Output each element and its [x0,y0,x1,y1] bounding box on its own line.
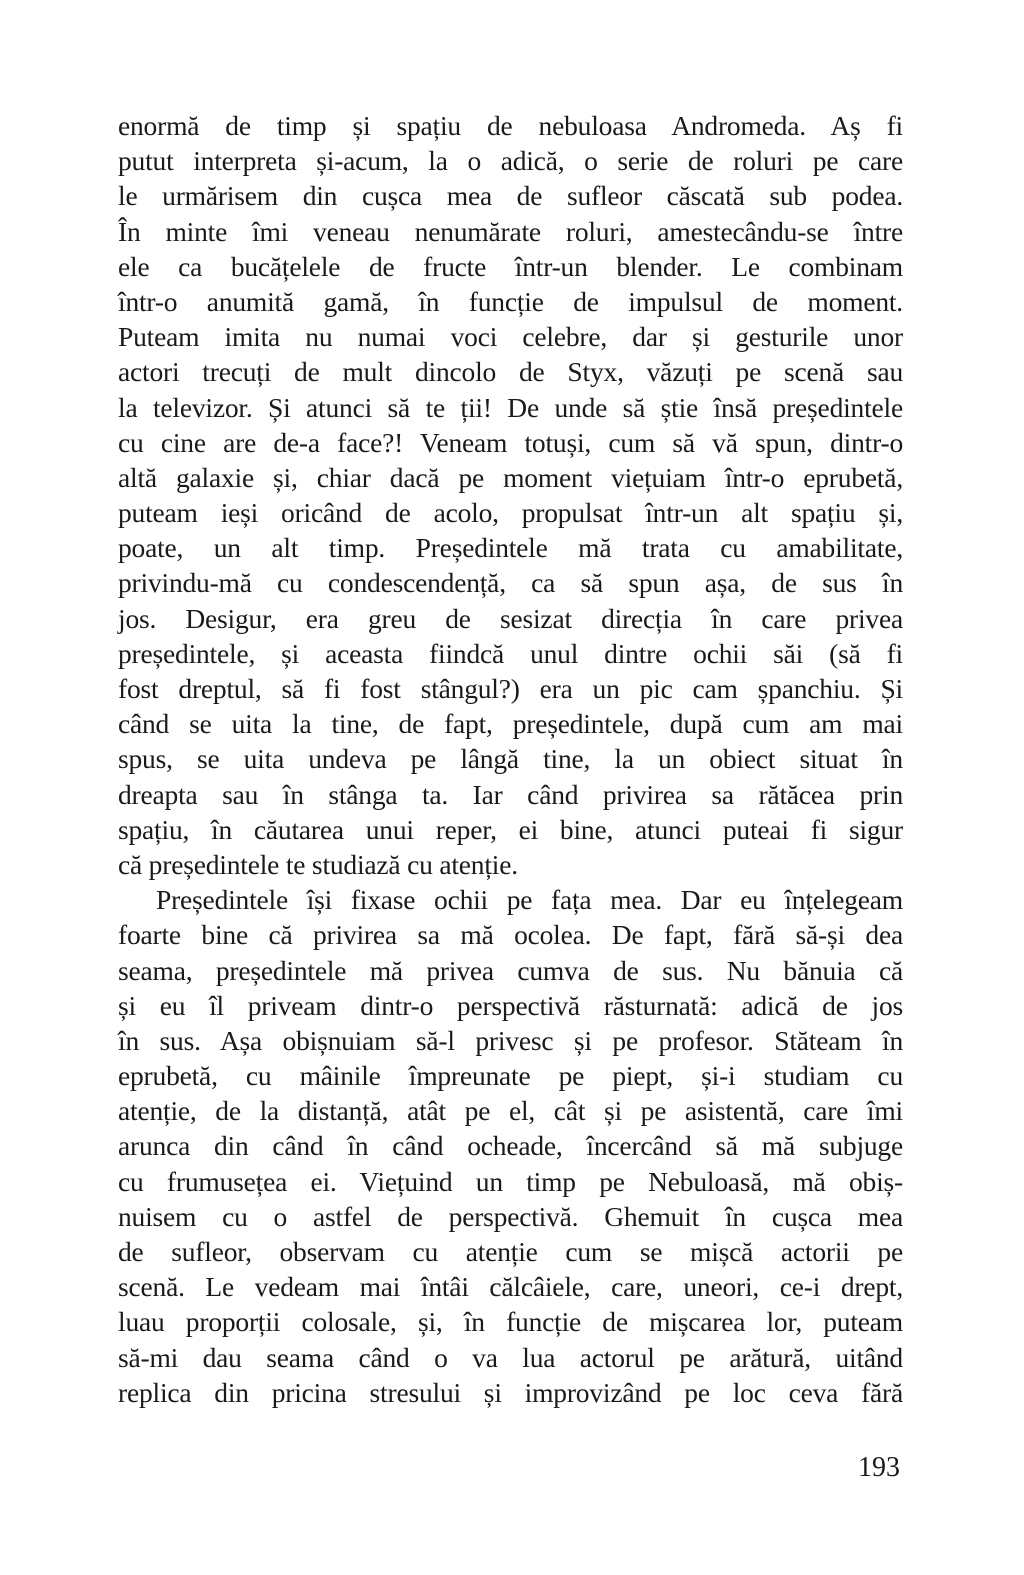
text-line: ele ca bucățelele de fructe într-un blender. Le combinam [118,250,903,282]
text-line: arunca din când în când ocheade, încercând să mă subjuge [118,1130,903,1162]
text-line: enormă de timp și spațiu de nebuloasa Andromeda. Aș fi [118,110,903,141]
text-line: că președintele te studiază cu atenție. [118,848,518,880]
text-line: cu frumusețea ei. Viețuind un timp pe Nebuloasă, mă obiș- [118,1165,903,1197]
text-line: Președintele își fixase ochii pe fața mea. Dar eu înțelegeam [156,884,903,916]
text-line: să-mi dau seama când o va lua actorul pe arătură, uitând [118,1341,903,1373]
book-page-body [118,108,903,1410]
text-line: În minte îmi veneau nenumărate roluri, amestecându-se între [118,215,903,247]
text-line: președintele, și aceasta fiindcă unul dintre ochii săi (să fi [118,637,903,669]
text-line: foarte bine că privirea sa mă ocolea. De fapt, fără să-și dea [118,919,903,951]
text-line: și eu îl priveam dintr-o perspectivă răsturnată: adică de jos [118,989,903,1021]
text-line: când se uita la tine, de fapt, președintele, după cum am mai [118,708,903,740]
text-line: eprubetă, cu mâinile împreunate pe piept, și-i studiam cu [118,1060,903,1092]
paragraph-1 [118,108,903,882]
text-line: privindu-mă cu condescendență, ca să spun așa, de sus în [118,567,903,599]
text-line: actori trecuți de mult dincolo de Styx, văzuți pe scenă sau [118,356,903,388]
text-line: spus, se uita undeva pe lângă tine, la un obiect situat în [118,743,903,775]
text-line: seama, președintele mă privea cumva de sus. Nu bănuia că [118,954,903,986]
page-number: 193 [858,1452,900,1483]
text-line: puteam ieși oricând de acolo, propulsat într-un alt spațiu și, [118,497,903,529]
text-line: scenă. Le vedeam mai întâi călcâiele, care, uneori, ce-i drept, [118,1271,903,1303]
text-line: spațiu, în căutarea unui reper, ei bine, atunci puteai fi sigur [118,813,903,845]
text-line: la televizor. Și atunci să te ții! De unde să știe însă președintele [118,391,903,423]
text-line: jos. Desigur, era greu de sesizat direcția în care privea [118,602,903,634]
paragraph-2 [118,882,903,1410]
text-line: altă galaxie și, chiar dacă pe moment viețuiam într-o eprubetă, [118,461,903,493]
text-line: într-o anumită gamă, în funcție de impulsul de moment. [118,285,903,317]
text-line: luau proporții colosale, și, în funcție de mișcarea lor, puteam [118,1306,903,1338]
text-line: dreapta sau în stânga ta. Iar când privirea sa rătăcea prin [118,778,903,810]
text-line: în sus. Așa obișnuiam să-l privesc și pe profesor. Stăteam în [118,1024,903,1056]
text-line: fost dreptul, să fi fost stângul?) era un pic cam șpanchiu. Și [118,673,903,704]
text-line: poate, un alt timp. Președintele mă trata cu amabilitate, [118,532,903,564]
text-line: cu cine are de-a face?! Veneam totuși, cum să vă spun, dintr-o [118,426,903,458]
text-line: le urmărisem din cușca mea de sufleor căscată sub podea. [118,180,903,212]
text-line: de sufleor, observam cu atenție cum se mișcă actorii pe [118,1236,903,1267]
text-line: Puteam imita nu numai voci celebre, dar și gesturile unor [118,321,903,353]
text-line: atenție, de la distanță, atât pe el, cât și pe asistentă, care îmi [118,1095,903,1127]
text-line: putut interpreta și-acum, la o adică, o serie de roluri pe care [118,145,903,177]
text-line: nuisem cu o astfel de perspectivă. Ghemuit în cușca mea [118,1200,903,1232]
text-line: replica din pricina stresului și improvizând pe loc ceva fără [118,1376,903,1408]
